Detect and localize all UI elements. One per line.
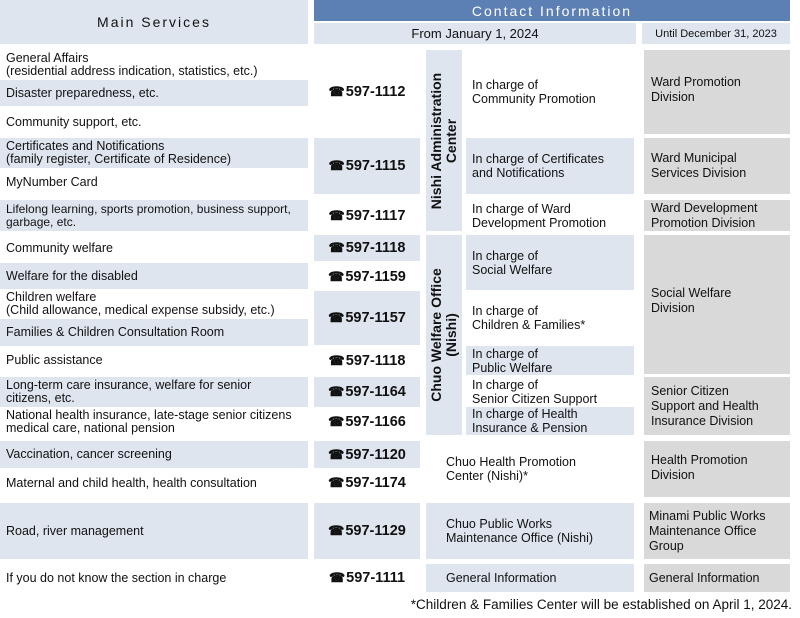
division-text: Insurance Division bbox=[651, 413, 754, 428]
contact-information-header bbox=[314, 0, 790, 21]
service-row bbox=[0, 377, 308, 407]
telephone-icon: ☎ bbox=[328, 240, 345, 255]
phone-text: 597-1129 bbox=[345, 523, 406, 539]
from-date-label: From January 1, 2024 bbox=[411, 26, 539, 41]
footnote: *Children & Families Center will be established on April 1, 2024. bbox=[410, 597, 792, 612]
service-row bbox=[0, 108, 308, 136]
division-text: Social Welfare bbox=[651, 286, 732, 300]
department-certificates bbox=[466, 138, 634, 194]
service-text: Road, river management bbox=[6, 523, 144, 538]
telephone-icon: ☎ bbox=[328, 353, 345, 368]
department-social-welfare bbox=[466, 235, 634, 290]
division-text: Ward Promotion bbox=[651, 75, 741, 89]
phone-text: 597-1111 bbox=[346, 570, 406, 586]
phone-number bbox=[314, 503, 420, 559]
phone-text: 597-1118 bbox=[345, 353, 406, 369]
department-text: In charge of bbox=[472, 346, 539, 361]
division-text: Promotion Division bbox=[651, 215, 756, 230]
department-text: Center (Nishi)* bbox=[446, 469, 528, 483]
service-row bbox=[0, 441, 308, 468]
department-chuo-health-promotion-center bbox=[426, 441, 634, 497]
department-health-insurance-pension bbox=[466, 407, 634, 435]
phone-text: 597-1120 bbox=[345, 446, 406, 463]
department-text: Chuo Public Works bbox=[446, 517, 553, 531]
contact-information-label: Contact Information bbox=[471, 2, 633, 19]
service-text: Families & Children Consultation Room bbox=[6, 325, 225, 339]
division-text: Division bbox=[651, 301, 695, 315]
department-text: and Notifications bbox=[472, 166, 565, 180]
phone-number bbox=[314, 377, 420, 407]
department-text: In charge of bbox=[472, 377, 539, 392]
from-date-header bbox=[314, 23, 636, 44]
telephone-icon: ☎ bbox=[328, 414, 345, 429]
phone-text: 597-1174 bbox=[345, 475, 406, 491]
service-text: Community support, etc. bbox=[6, 114, 142, 129]
department-text: Public Welfare bbox=[472, 360, 553, 375]
service-row bbox=[0, 564, 308, 592]
main-services-label: Main Services bbox=[97, 14, 211, 30]
office-nishi-administration-center bbox=[426, 50, 462, 231]
division-minami-public-works bbox=[644, 503, 790, 559]
department-ward-development bbox=[466, 200, 634, 231]
telephone-icon: ☎ bbox=[328, 310, 345, 325]
department-text: General Information bbox=[446, 571, 557, 585]
telephone-icon: ☎ bbox=[328, 268, 345, 284]
department-text: Chuo Health Promotion bbox=[446, 455, 576, 469]
department-text: In charge of bbox=[472, 78, 539, 92]
phone-text: 597-1118 bbox=[345, 240, 406, 256]
department-public-welfare bbox=[466, 346, 634, 375]
division-text: Support and Health bbox=[651, 398, 759, 413]
division-ward-municipal-services bbox=[644, 138, 790, 194]
department-chuo-public-works bbox=[426, 503, 634, 559]
division-text: Division bbox=[651, 90, 695, 104]
service-row bbox=[0, 407, 308, 437]
service-text: (family register, Certificate of Residence) bbox=[6, 152, 232, 166]
service-row bbox=[0, 319, 308, 346]
division-ward-development-promotion bbox=[644, 200, 790, 231]
service-row bbox=[0, 168, 308, 196]
service-text: Maternal and child health, health consultation bbox=[6, 475, 257, 490]
phone-text: 597-1157 bbox=[345, 310, 406, 326]
until-date-label: Until December 31, 2023 bbox=[655, 27, 777, 40]
phone-text: 597-1117 bbox=[345, 207, 406, 224]
phone-text: 597-1164 bbox=[345, 384, 406, 400]
department-text: In charge of bbox=[472, 248, 539, 263]
service-row bbox=[0, 235, 308, 261]
telephone-icon: ☎ bbox=[328, 384, 345, 399]
phone-number bbox=[314, 441, 420, 468]
service-row bbox=[0, 503, 308, 559]
telephone-icon: ☎ bbox=[328, 570, 346, 585]
division-text: Group bbox=[649, 538, 684, 553]
department-children-families bbox=[466, 291, 634, 345]
service-text: Vaccination, cancer screening bbox=[6, 447, 172, 461]
division-senior-citizen-health-insurance bbox=[644, 377, 790, 435]
department-text: Senior Citizen Support bbox=[472, 391, 598, 406]
phone-text: 597-1112 bbox=[345, 84, 406, 100]
department-text: Maintenance Office (Nishi) bbox=[446, 531, 594, 545]
division-text: Services Division bbox=[651, 166, 747, 180]
office-label: Center bbox=[443, 118, 460, 163]
service-row bbox=[0, 469, 308, 497]
telephone-icon: ☎ bbox=[328, 475, 345, 490]
department-text: In charge of Certificates bbox=[472, 152, 605, 166]
service-row bbox=[0, 138, 308, 168]
service-text: Disaster preparedness, etc. bbox=[6, 85, 159, 100]
service-text: Lifelong learning, sports promotion, business support, bbox=[6, 201, 291, 216]
department-text: Community Promotion bbox=[472, 92, 596, 106]
service-text: General Affairs bbox=[6, 51, 89, 65]
phone-number bbox=[314, 263, 420, 290]
service-text: citizens, etc. bbox=[6, 391, 75, 405]
office-label: Nishi Administration bbox=[428, 72, 445, 209]
service-row bbox=[0, 50, 308, 80]
service-text: Certificates and Notifications bbox=[6, 139, 165, 153]
office-label: Chuo Welfare Office bbox=[428, 268, 445, 402]
until-date-header bbox=[642, 23, 790, 44]
service-text: medical care, national pension bbox=[6, 421, 175, 435]
service-text: Long-term care insurance, welfare for senior bbox=[6, 378, 252, 392]
division-text: Minami Public Works bbox=[649, 508, 766, 523]
service-text: Public assistance bbox=[6, 352, 103, 367]
phone-number bbox=[314, 407, 420, 437]
service-row bbox=[0, 200, 308, 231]
phone-text: 597-1166 bbox=[345, 414, 406, 430]
phone-text: 597-1159 bbox=[345, 268, 406, 285]
service-text: Welfare for the disabled bbox=[6, 268, 138, 283]
service-row bbox=[0, 346, 308, 374]
department-text: In charge of Ward bbox=[472, 201, 571, 216]
department-text: Social Welfare bbox=[472, 262, 553, 277]
telephone-icon: ☎ bbox=[328, 207, 345, 223]
telephone-icon: ☎ bbox=[328, 84, 345, 99]
division-text: Senior Citizen bbox=[651, 383, 729, 398]
department-text: In charge of bbox=[472, 304, 539, 318]
department-community-promotion bbox=[466, 50, 634, 134]
division-text: General Information bbox=[649, 570, 760, 585]
department-text: Children & Families* bbox=[472, 318, 586, 332]
service-text: MyNumber Card bbox=[6, 174, 98, 189]
division-text: Health Promotion bbox=[651, 453, 748, 467]
division-social-welfare bbox=[644, 235, 790, 374]
department-senior-citizen-support bbox=[466, 377, 634, 406]
service-text: If you do not know the section in charge bbox=[6, 570, 227, 585]
phone-number bbox=[314, 564, 420, 592]
phone-number bbox=[314, 50, 420, 134]
division-text: Maintenance Office bbox=[649, 523, 757, 538]
division-health-promotion bbox=[644, 441, 790, 497]
service-text: Community welfare bbox=[6, 240, 113, 255]
phone-number bbox=[314, 138, 420, 194]
telephone-icon: ☎ bbox=[328, 523, 345, 538]
phone-number bbox=[314, 347, 420, 375]
division-text: Ward Municipal bbox=[651, 151, 737, 165]
division-general-information bbox=[644, 564, 790, 592]
department-text: Insurance & Pension bbox=[472, 421, 588, 435]
division-text: Division bbox=[651, 468, 695, 482]
department-general-information bbox=[426, 564, 634, 592]
main-services-header bbox=[0, 0, 308, 44]
service-row bbox=[0, 290, 308, 318]
phone-number bbox=[314, 235, 420, 261]
phone-number bbox=[314, 469, 420, 497]
division-text: Ward Development bbox=[651, 200, 758, 215]
service-text: (Child allowance, medical expense subsidy, etc.) bbox=[6, 303, 275, 317]
phone-text: 597-1115 bbox=[345, 158, 406, 174]
office-chuo-welfare-office bbox=[426, 235, 462, 435]
phone-number bbox=[314, 200, 420, 231]
phone-number bbox=[314, 291, 420, 345]
service-text: National health insurance, late-stage senior citizens bbox=[6, 408, 292, 422]
division-ward-promotion bbox=[644, 50, 790, 134]
service-text: Children welfare bbox=[6, 290, 97, 304]
department-text: In charge of Health bbox=[472, 407, 578, 421]
service-row bbox=[0, 263, 308, 289]
service-text: garbage, etc. bbox=[6, 214, 77, 229]
telephone-icon: ☎ bbox=[328, 446, 345, 462]
service-row bbox=[0, 80, 308, 106]
department-text: Development Promotion bbox=[472, 215, 607, 230]
service-text: (residential address indication, statistics, etc.) bbox=[6, 64, 258, 78]
telephone-icon: ☎ bbox=[328, 158, 345, 173]
office-label: (Nishi) bbox=[443, 313, 460, 357]
